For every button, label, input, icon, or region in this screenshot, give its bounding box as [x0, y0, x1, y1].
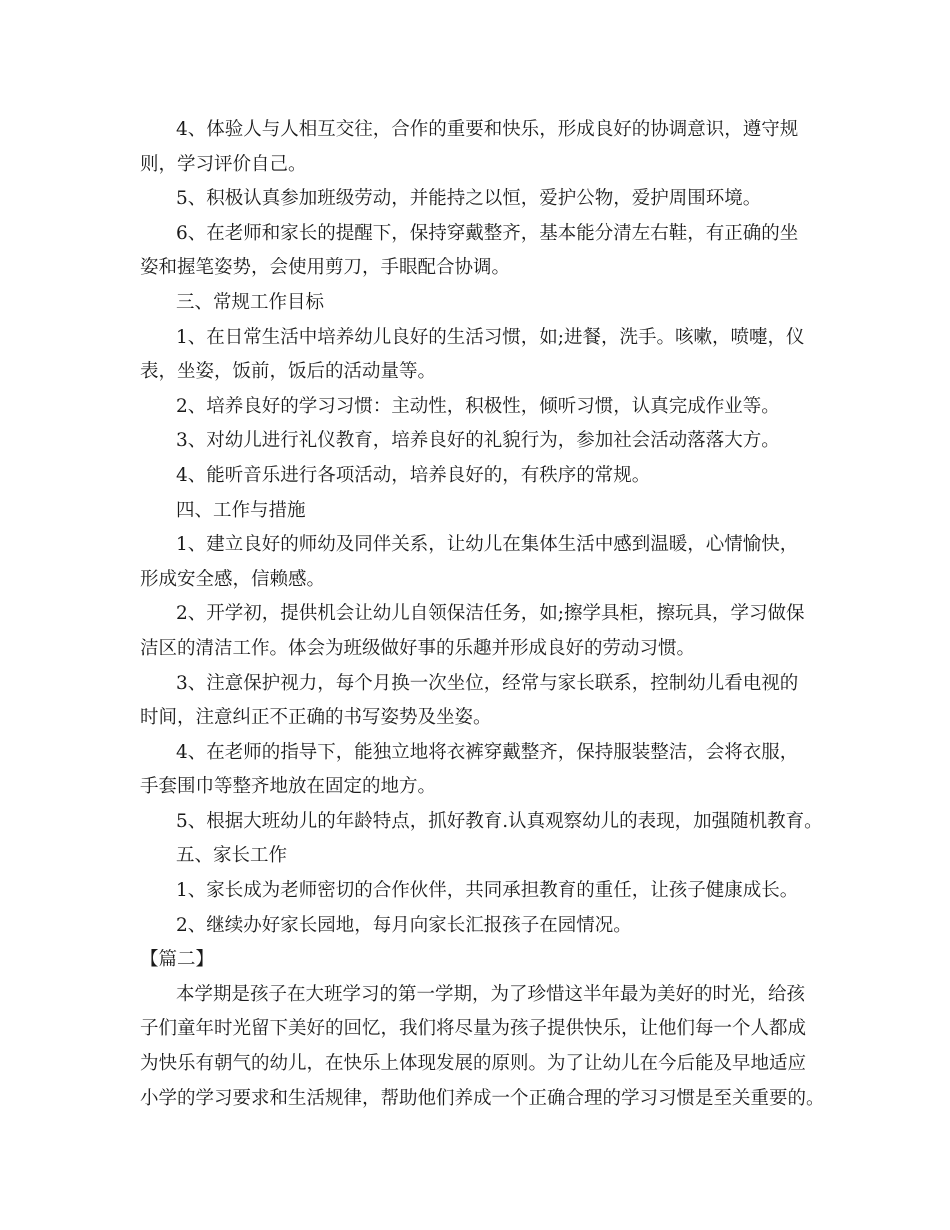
text-line: 1、建立良好的师幼及同伴关系，让幼儿在集体生活中感到温暖，心情愉快， [176, 534, 799, 556]
section-heading: 四、工作与措施 [176, 499, 306, 521]
text-line: 则，学习评价自己。 [140, 153, 307, 175]
text-line: 形成安全感，信赖感。 [140, 568, 326, 590]
text-line: 本学期是孩子在大班学习的第一学期，为了珍惜这半年最为美好的时光，给孩 [176, 983, 806, 1005]
part-title: 【篇二】 [140, 949, 215, 971]
text-line: 6、在老师和家长的提醒下，保持穿戴整齐，基本能分清左右鞋，有正确的坐 [176, 222, 799, 244]
text-line: 子们童年时光留下美好的回忆，我们将尽量为孩子提供快乐，让他们每一个人都成 [140, 1018, 807, 1040]
text-line: 姿和握笔姿势，会使用剪刀，手眼配合协调。 [140, 257, 511, 279]
text-line: 表，坐姿，饭前，饭后的活动量等。 [140, 361, 437, 383]
text-line: 2、开学初，提供机会让幼儿自领保洁任务，如;擦学具柜，擦玩具，学习做保 [176, 603, 805, 625]
text-line: 5、根据大班幼儿的年龄特点，抓好教育.认真观察幼儿的表现，加强随机教育。 [176, 810, 823, 832]
text-line: 4、在老师的指导下，能独立地将衣裤穿戴整齐，保持服装整洁，会将衣服， [176, 741, 799, 763]
text-line: 4、能听音乐进行各项活动，培养良好的，有秩序的常规。 [176, 464, 651, 486]
text-line: 小学的学习要求和生活规律，帮助他们养成一个正确合理的学习习惯是至关重要的。 [140, 1087, 825, 1109]
section-heading: 五、家长工作 [176, 845, 288, 867]
document-body [140, 113, 830, 1116]
text-line: 2、培养良好的学习习惯：主动性，积极性，倾听习惯，认真完成作业等。 [176, 395, 780, 417]
text-line: 3、对幼儿进行礼仪教育，培养良好的礼貌行为，参加社会活动落落大方。 [176, 430, 780, 452]
text-line: 3、注意保护视力，每个月换一次坐位，经常与家长联系，控制幼儿看电视的 [176, 672, 799, 694]
text-line: 1、在日常生活中培养幼儿良好的生活习惯，如;进餐，洗手。咳嗽，喷嚏，仪 [176, 326, 805, 348]
section-heading: 三、常规工作目标 [176, 291, 325, 313]
text-line: 4、体验人与人相互交往，合作的重要和快乐，形成良好的协调意识，遵守规 [176, 119, 799, 140]
text-line: 2、继续办好家长园地，每月向家长汇报孩子在园情况。 [176, 914, 632, 936]
text-line: 洁区的清洁工作。体会为班级做好事的乐趣并形成良好的劳动习惯。 [140, 637, 696, 659]
text-line: 时间，注意纠正不正确的书写姿势及坐姿。 [140, 707, 492, 729]
text-line: 5、积极认真参加班级劳动，并能持之以恒，爱护公物，爱护周围环境。 [176, 188, 762, 210]
text-line: 1、家长成为老师密切的合作伙伴，共同承担教育的重任，让孩子健康成长。 [176, 880, 799, 902]
text-line: 为快乐有朝气的幼儿，在快乐上体现发展的原则。为了让幼儿在今后能及早地适应 [140, 1053, 807, 1075]
text-line: 手套围巾等整齐地放在固定的地方。 [140, 776, 437, 798]
